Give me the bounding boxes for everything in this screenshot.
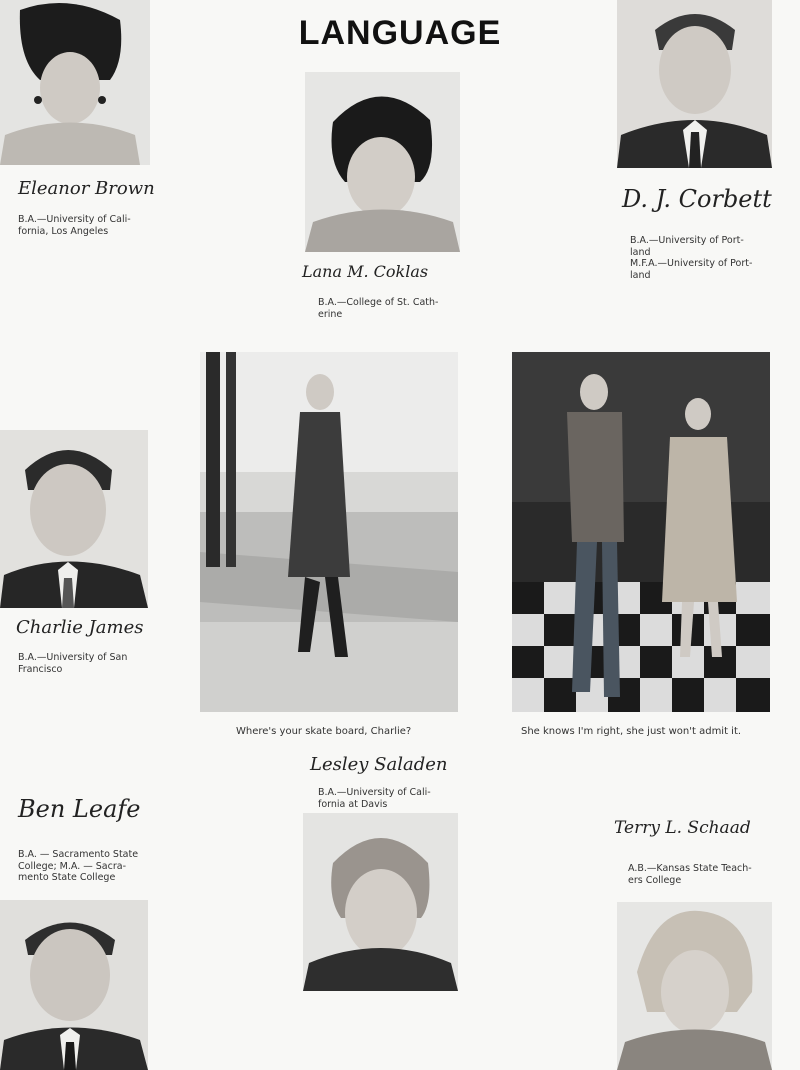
degree-line: land — [630, 269, 651, 281]
degree-corbett — [630, 235, 752, 281]
degree-schaad — [628, 863, 752, 886]
degree-line: B.A.—College of St. Cath- — [318, 297, 439, 308]
degree-leafe — [18, 849, 138, 884]
signature-coklas: Lana M. Coklas — [302, 262, 429, 281]
degree-coklas — [318, 297, 438, 320]
portrait-coklas-photo — [305, 72, 460, 252]
portrait-leafe-photo — [0, 900, 148, 1070]
portrait-brown-photo — [0, 0, 150, 165]
caption-admit: She knows I'm right, she just won't admit it. — [521, 726, 742, 737]
caption-skateboard: Where's your skate board, Charlie? — [236, 726, 412, 737]
signature-leafe: Ben Leafe — [18, 795, 141, 823]
degree-line: B.A.—University of Cali- — [318, 787, 431, 798]
degree-line: erine — [318, 308, 343, 320]
degree-james — [18, 652, 127, 675]
portrait-corbett-photo — [617, 0, 772, 168]
degree-line: B.A.—University of Port- — [630, 235, 744, 246]
degree-brown — [18, 214, 131, 237]
degree-line: B.A.—University of San — [18, 652, 128, 663]
portrait-james-photo — [0, 430, 148, 608]
degree-line: B.A. — Sacramento State — [18, 849, 139, 860]
signature-corbett: D. J. Corbett — [622, 185, 772, 213]
degree-line: fornia, Los Angeles — [18, 225, 109, 237]
degree-line: land — [630, 246, 651, 258]
page-title: LANGUAGE — [298, 14, 502, 52]
degree-line: Francisco — [18, 663, 63, 675]
degree-line: College; M.A. — Sacra- — [18, 860, 127, 872]
portrait-saladen-photo — [303, 813, 458, 991]
signature-james: Charlie James — [16, 617, 144, 638]
degree-line: A.B.—Kansas State Teach- — [628, 863, 752, 874]
candid-pair-photo — [512, 352, 770, 712]
signature-schaad: Terry L. Schaad — [614, 818, 751, 838]
signature-brown: Eleanor Brown — [18, 178, 155, 199]
candid-walking-photo — [200, 352, 458, 712]
degree-line: ers College — [628, 874, 682, 886]
signature-saladen: Lesley Saladen — [310, 754, 448, 775]
degree-line: B.A.—University of Cali- — [18, 214, 131, 225]
degree-line: M.F.A.—University of Port- — [630, 258, 753, 269]
degree-line: fornia at Davis — [318, 798, 388, 810]
degree-saladen — [318, 787, 431, 810]
portrait-schaad-photo — [617, 902, 772, 1070]
degree-line: mento State College — [18, 872, 116, 883]
